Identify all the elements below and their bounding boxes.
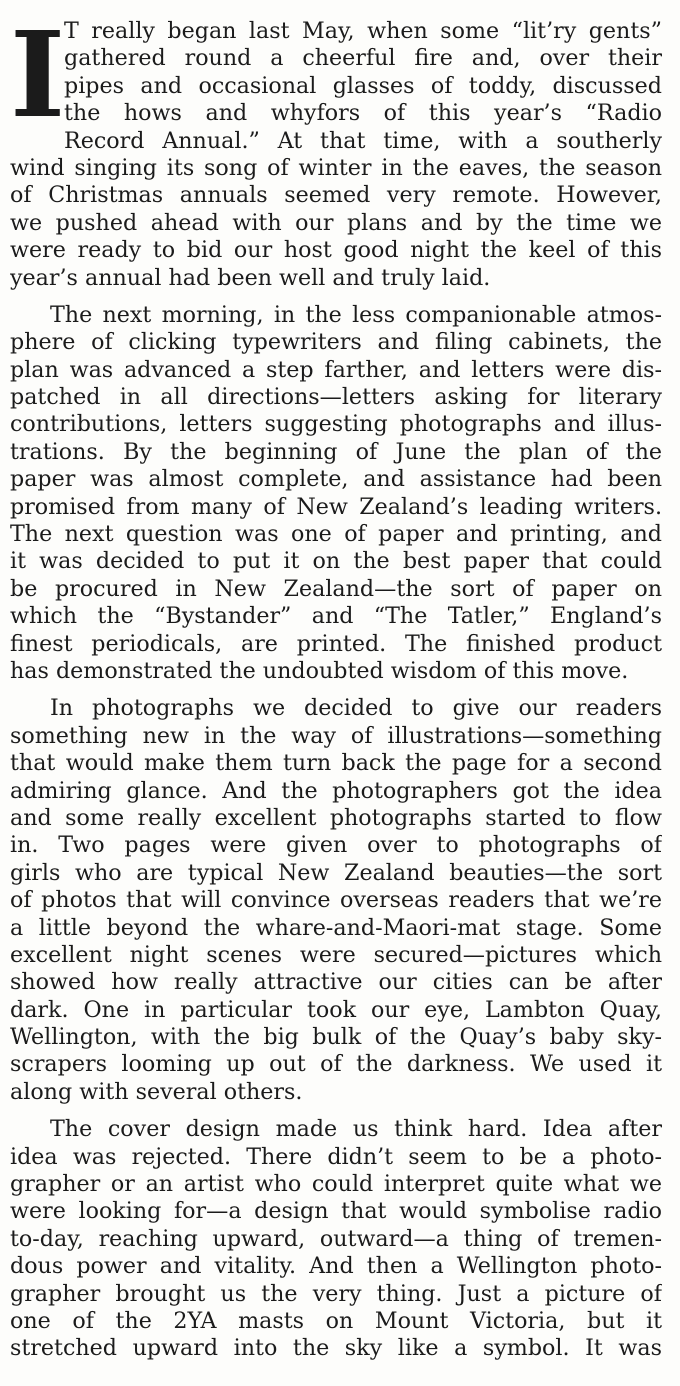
text-line: grapher brought us the very thing. Just a picture of xyxy=(10,1280,662,1307)
text-line: which the “Bystander” and “The Tatler,” England’s xyxy=(10,603,662,630)
text-line: one of the 2YA masts on Mount Victoria, but it xyxy=(10,1307,662,1334)
text-line: scrapers looming up out of the darkness. We used it xyxy=(10,1051,662,1078)
text-line: admiring glance. And the photographers got the idea xyxy=(10,777,662,804)
text-line: wind singing its song of winter in the eaves, the season xyxy=(10,154,662,181)
text-line: T really began last May, when some “lit’ry gents” xyxy=(64,18,662,44)
text-line: pipes and occasional glasses of toddy, discussed xyxy=(64,72,662,99)
text-line: dark. One in particular took our eye, Lambton Quay, xyxy=(10,996,662,1023)
text-line: plan was advanced a step farther, and letters were dis- xyxy=(10,356,662,383)
text-line: patched in all directions—letters asking for literary xyxy=(10,384,662,411)
text-line: it was decided to put it on the best paper that could xyxy=(10,548,662,575)
text-line: in. Two pages were given over to photographs of xyxy=(10,832,662,859)
text-line: The next morning, in the less companionable atmos- xyxy=(50,301,662,328)
text-line: showed how really attractive our cities can be after xyxy=(10,969,662,996)
text-line: along with several others. xyxy=(10,1078,303,1105)
text-line: excellent night scenes were secured—pictures which xyxy=(10,941,662,968)
text-line: stretched upward into the sky like a symbol. It was xyxy=(10,1335,662,1362)
article-column xyxy=(10,5,662,1373)
text-line: In photographs we decided to give our readers xyxy=(50,695,662,722)
text-line: dous power and vitality. And then a Wellington photo- xyxy=(10,1253,662,1280)
text-line: a little beyond the whare-and-Maori-mat stage. Some xyxy=(10,914,662,941)
text-line: year’s annual had been well and truly laid. xyxy=(10,264,491,291)
text-line: The cover design made us think hard. Idea after xyxy=(50,1116,662,1143)
text-line: of photos that will convince overseas readers that we’re xyxy=(10,887,662,914)
text-line: finest periodicals, are printed. The finished product xyxy=(10,630,662,657)
text-line: paper was almost complete, and assistance had been xyxy=(10,466,662,493)
text-line: that would make them turn back the page for a second xyxy=(10,750,662,777)
paragraph-4 xyxy=(10,1116,662,1363)
text-line: promised from many of New Zealand’s leading writers. xyxy=(10,493,662,520)
text-line: of Christmas annuals seemed very remote. However, xyxy=(10,182,662,209)
text-line: were looking for—a design that would symbolise radio xyxy=(10,1198,662,1225)
text-line: Wellington, with the big bulk of the Quay’s baby sky- xyxy=(10,1024,662,1051)
drop-cap-letter: I xyxy=(10,5,66,144)
text-line: gathered round a cheerful fire and, over their xyxy=(64,45,662,72)
text-line: trations. By the beginning of June the plan of the xyxy=(10,438,662,465)
text-line: girls who are typical New Zealand beauties—the sort xyxy=(10,859,662,886)
text-line: and some really excellent photographs started to flow xyxy=(10,804,662,831)
text-line: we pushed ahead with our plans and by the time we xyxy=(10,209,662,236)
text-line: were ready to bid our host good night the keel of this xyxy=(10,237,662,264)
paragraph-2 xyxy=(10,302,662,685)
text-line: grapher or an artist who could interpret quite what we xyxy=(10,1171,662,1198)
text-line: phere of clicking typewriters and filing cabinets, the xyxy=(10,329,662,356)
text-line: be procured in New Zealand—the sort of paper on xyxy=(10,575,662,602)
text-line: Record Annual.” At that time, with a southerly xyxy=(64,127,662,154)
text-line: The next question was one of paper and printing, and xyxy=(10,521,662,548)
text-line: contributions, letters suggesting photographs and illus- xyxy=(10,411,662,438)
text-line: something new in the way of illustrations—something xyxy=(10,722,662,749)
text-line: has demonstrated the undoubted wisdom of this move. xyxy=(10,657,629,684)
text-line: to-day, reaching upward, outward—a thing of tremen- xyxy=(10,1225,662,1252)
paragraph-3 xyxy=(10,695,662,1106)
text-line: idea was rejected. There didn’t seem to be a photo- xyxy=(10,1143,662,1170)
text-line: the hows and whyfors of this year’s “Radio xyxy=(64,100,662,127)
paragraph-1 xyxy=(10,5,662,292)
